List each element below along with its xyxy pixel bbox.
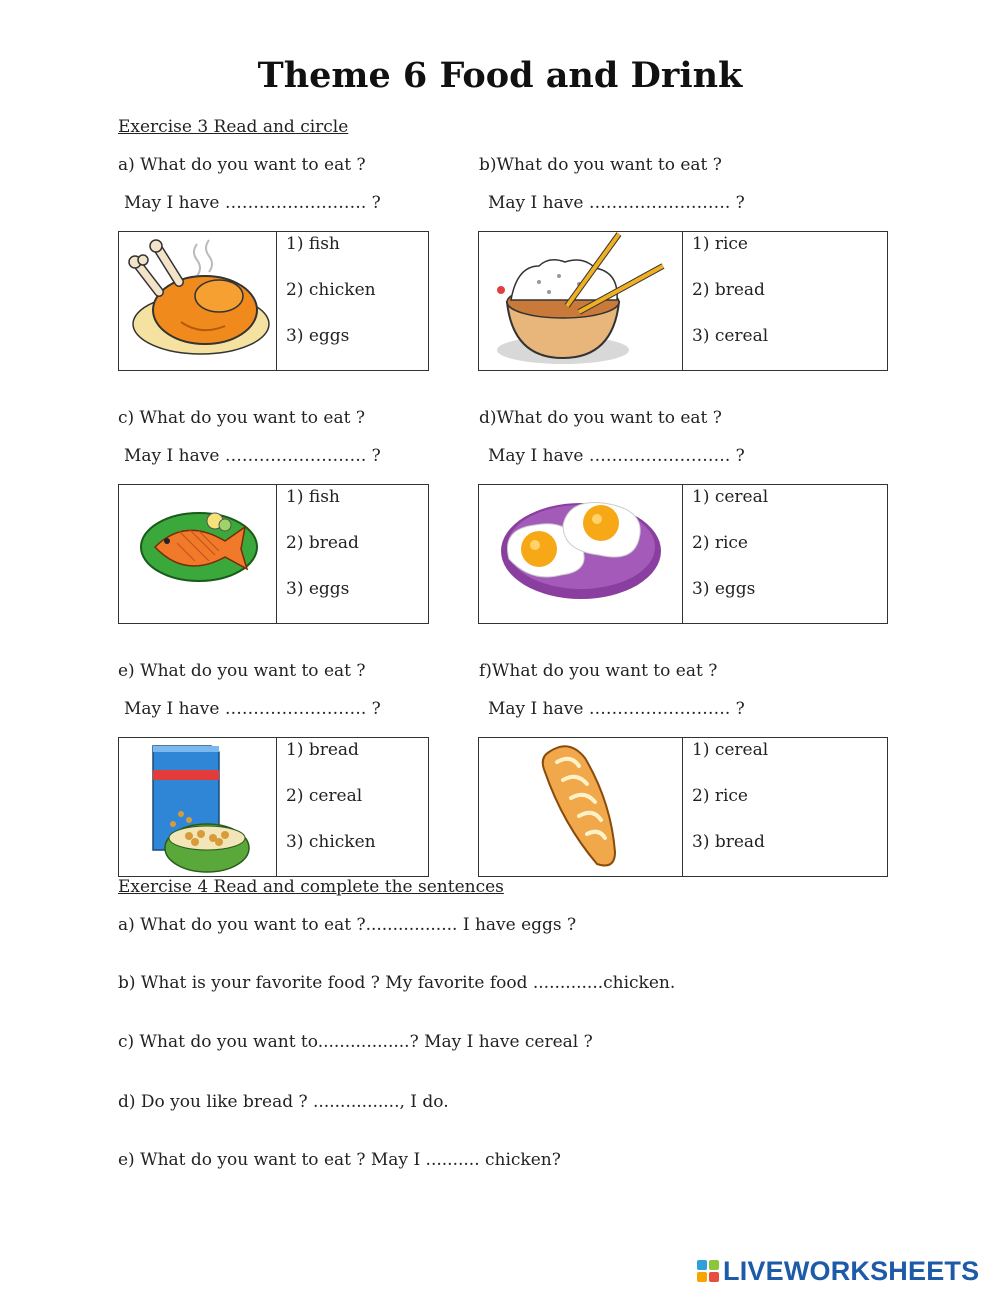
option-d-1[interactable]: 1) cereal [692, 487, 769, 507]
prompt-d: May I have ……………………. ? [488, 446, 745, 466]
sentence-b[interactable]: b) What is your favorite food ? My favorite food .............chicken. [118, 973, 676, 993]
question-d: d)What do you want to eat ? [479, 408, 722, 428]
option-c-1[interactable]: 1) fish [286, 487, 340, 507]
cereal-box-image [119, 738, 277, 876]
choice-box-f [478, 737, 888, 877]
option-e-3[interactable]: 3) chicken [286, 832, 376, 852]
choice-box-b [478, 231, 888, 371]
option-a-2[interactable]: 2) chicken [286, 280, 376, 300]
option-b-2[interactable]: 2) bread [692, 280, 765, 300]
exercise-3-heading: Exercise 3 Read and circle [118, 117, 349, 137]
option-a-3[interactable]: 3) eggs [286, 326, 350, 346]
sentence-d[interactable]: d) Do you like bread ? ................, I do. [118, 1092, 449, 1112]
option-f-2[interactable]: 2) rice [692, 786, 748, 806]
prompt-e: May I have ……………………. ? [124, 699, 381, 719]
option-d-2[interactable]: 2) rice [692, 533, 748, 553]
question-e: e) What do you want to eat ? [118, 661, 366, 681]
liveworksheets-logo [697, 1256, 979, 1286]
choice-box-a [118, 231, 429, 371]
option-c-3[interactable]: 3) eggs [286, 579, 350, 599]
question-c: c) What do you want to eat ? [118, 408, 365, 428]
fish-plate-image [119, 485, 277, 623]
choice-box-c [118, 484, 429, 624]
option-b-3[interactable]: 3) cereal [692, 326, 769, 346]
roast-chicken-image [119, 232, 277, 370]
rice-bowl-image [479, 232, 683, 370]
sentence-e[interactable]: e) What do you want to eat ? May I .......... chicken? [118, 1150, 561, 1170]
choice-box-e [118, 737, 429, 877]
logo-mark-icon [697, 1260, 719, 1282]
page-title: Theme 6 Food and Drink [257, 55, 743, 96]
question-b: b)What do you want to eat ? [479, 155, 722, 175]
prompt-a: May I have ……………………. ? [124, 193, 381, 213]
option-e-2[interactable]: 2) cereal [286, 786, 363, 806]
logo-text: LIVEWORKSHEETS [723, 1255, 980, 1286]
option-d-3[interactable]: 3) eggs [692, 579, 756, 599]
sentence-c[interactable]: c) What do you want to.................? May I have cereal ? [118, 1032, 593, 1052]
prompt-f: May I have ……………………. ? [488, 699, 745, 719]
bread-loaf-image [479, 738, 683, 876]
option-f-1[interactable]: 1) cereal [692, 740, 769, 760]
option-f-3[interactable]: 3) bread [692, 832, 765, 852]
choice-box-d [478, 484, 888, 624]
fried-eggs-image [479, 485, 683, 623]
option-e-1[interactable]: 1) bread [286, 740, 359, 760]
option-b-1[interactable]: 1) rice [692, 234, 748, 254]
prompt-c: May I have ……………………. ? [124, 446, 381, 466]
question-f: f)What do you want to eat ? [479, 661, 718, 681]
option-a-1[interactable]: 1) fish [286, 234, 340, 254]
sentence-a[interactable]: a) What do you want to eat ?................. I have eggs ? [118, 915, 577, 935]
option-c-2[interactable]: 2) bread [286, 533, 359, 553]
exercise-4-heading: Exercise 4 Read and complete the sentences [118, 877, 504, 897]
prompt-b: May I have ……………………. ? [488, 193, 745, 213]
question-a: a) What do you want to eat ? [118, 155, 366, 175]
